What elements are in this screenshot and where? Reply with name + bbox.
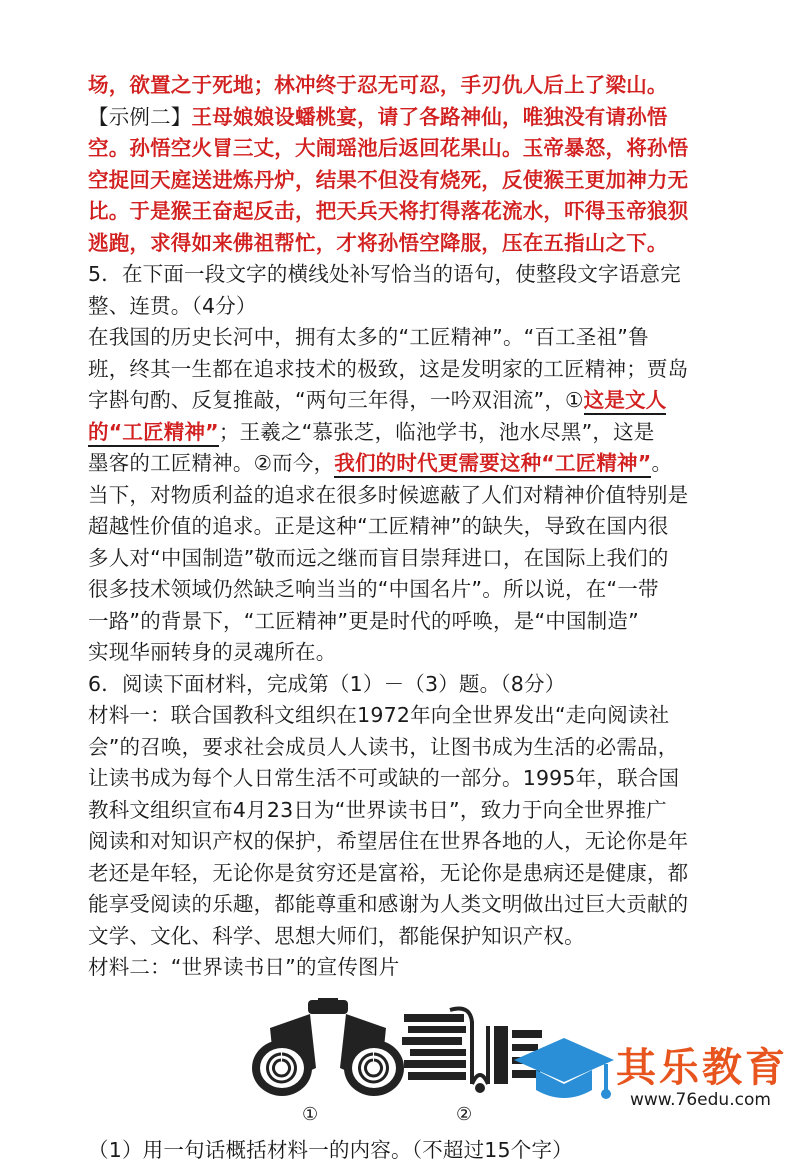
text-line: 当下，对物质利益的追求在很多时候遮蔽了人们对精神价值特别是 (88, 480, 713, 512)
text-line: 空。孙悟空火冒三丈，大闹瑶池后返回花果山。玉帝暴怒，将孙悟 (88, 133, 713, 165)
figure-caption-2: ② (456, 1104, 472, 1125)
text-line: 实现华丽转身的灵魂所在。 (88, 637, 713, 669)
text-line: 多人对“中国制造”敬而远之继而盲目崇拜进口，在国际上我们的 (88, 543, 713, 575)
text-line (88, 102, 713, 134)
logo-url: www.76edu.com (630, 1090, 771, 1110)
question-5-title: 5．在下面一段文字的横线处补写恰当的语句，使整段文字语意完 (88, 259, 713, 291)
answer-blank-1-cont: 的“工匠精神” (88, 420, 219, 447)
document-page (88, 70, 713, 1166)
site-logo (512, 1030, 792, 1122)
text-line (88, 385, 713, 417)
logo-title: 其乐教育 (616, 1036, 788, 1093)
text-segment: ；王羲之“慕张芝，临池学书，池水尽黑”，这是 (219, 420, 655, 444)
graduation-cap-icon (512, 1034, 616, 1110)
example-text: 王母娘娘设蟠桃宴，请了各路神仙，唯独没有请孙悟 (192, 105, 668, 129)
text-line: 材料二：“世界读书日”的宣传图片 (88, 952, 713, 984)
question-6-title: 6．阅读下面材料，完成第（1）－（3）题。（8分） (88, 669, 713, 701)
text-line: 一路”的背景下，“工匠精神”更是时代的呼唤，是“中国制造” (88, 606, 713, 638)
text-line: 班，终其一生都在追求技术的极致，这是发明家的工匠精神；贾岛 (88, 354, 713, 386)
example-label: 【示例二】 (88, 105, 192, 129)
text-line: 逃跑，求得如来佛祖帮忙，才将孙悟空降服，压在五指山之下。 (88, 228, 713, 260)
text-line: 材料一：联合国教科文组织在1972年向全世界发出“走向阅读社 (88, 700, 713, 732)
text-line: 老还是年轻，无论你是贫穷还是富裕，无论你是患病还是健康，都 (88, 858, 713, 890)
text-line: 场，欲置之于死地；林冲终于忍无可忍，手刃仇人后上了梁山。 (88, 70, 713, 102)
question-5-title-cont: 整、连贯。（4分） (88, 291, 713, 323)
text-line: 在我国的历史长河中，拥有太多的“工匠精神”。“百工圣祖”鲁 (88, 322, 713, 354)
text-line: 会”的召唤，要求社会成员人人读书，让图书成为生活的必需品， (88, 732, 713, 764)
figure-caption-1: ① (302, 1104, 318, 1125)
text-line: 文学、文化、科学、思想大师们，都能保护知识产权。 (88, 921, 713, 953)
text-line: 超越性价值的追求。正是这种“工匠精神”的缺失，导致在国内很 (88, 511, 713, 543)
binoculars-icon (248, 998, 408, 1098)
answer-blank-1: 这是文人 (584, 388, 667, 415)
text-line: 很多技术领域仍然缺乏响当当的“中国名片”。所以说，在“一带 (88, 574, 713, 606)
text-segment: 。 (651, 451, 672, 475)
text-line: 能享受阅读的乐趣，都能尊重和感谢为人类文明做出过巨大贡献的 (88, 889, 713, 921)
text-line: 阅读和对知识产权的保护，希望居住在世界各地的人，无论你是年 (88, 826, 713, 858)
text-line (88, 448, 713, 480)
question-6-1: （1）用一句话概括材料一的内容。（不超过15个字） (88, 1135, 713, 1166)
text-line: 比。于是猴王奋起反击，把天兵天将打得落花流水，吓得玉帝狼狈 (88, 196, 713, 228)
text-line: 让读书成为每个人日常生活不可或缺的一部分。1995年，联合国 (88, 763, 713, 795)
text-segment: 字斟句酌、反复推敲，“两句三年得，一吟双泪流”，① (88, 388, 584, 412)
text-line: 空捉回天庭送进炼丹炉，结果不但没有烧死，反使猴王更加神力无 (88, 165, 713, 197)
text-line: 教科文组织宣布4月23日为“世界读书日”，致力于向全世界推广 (88, 795, 713, 827)
text-line (88, 417, 713, 449)
text-segment: 墨客的工匠精神。②而今， (88, 451, 334, 475)
answer-blank-2: 我们的时代更需要这种“工匠精神” (334, 451, 651, 478)
